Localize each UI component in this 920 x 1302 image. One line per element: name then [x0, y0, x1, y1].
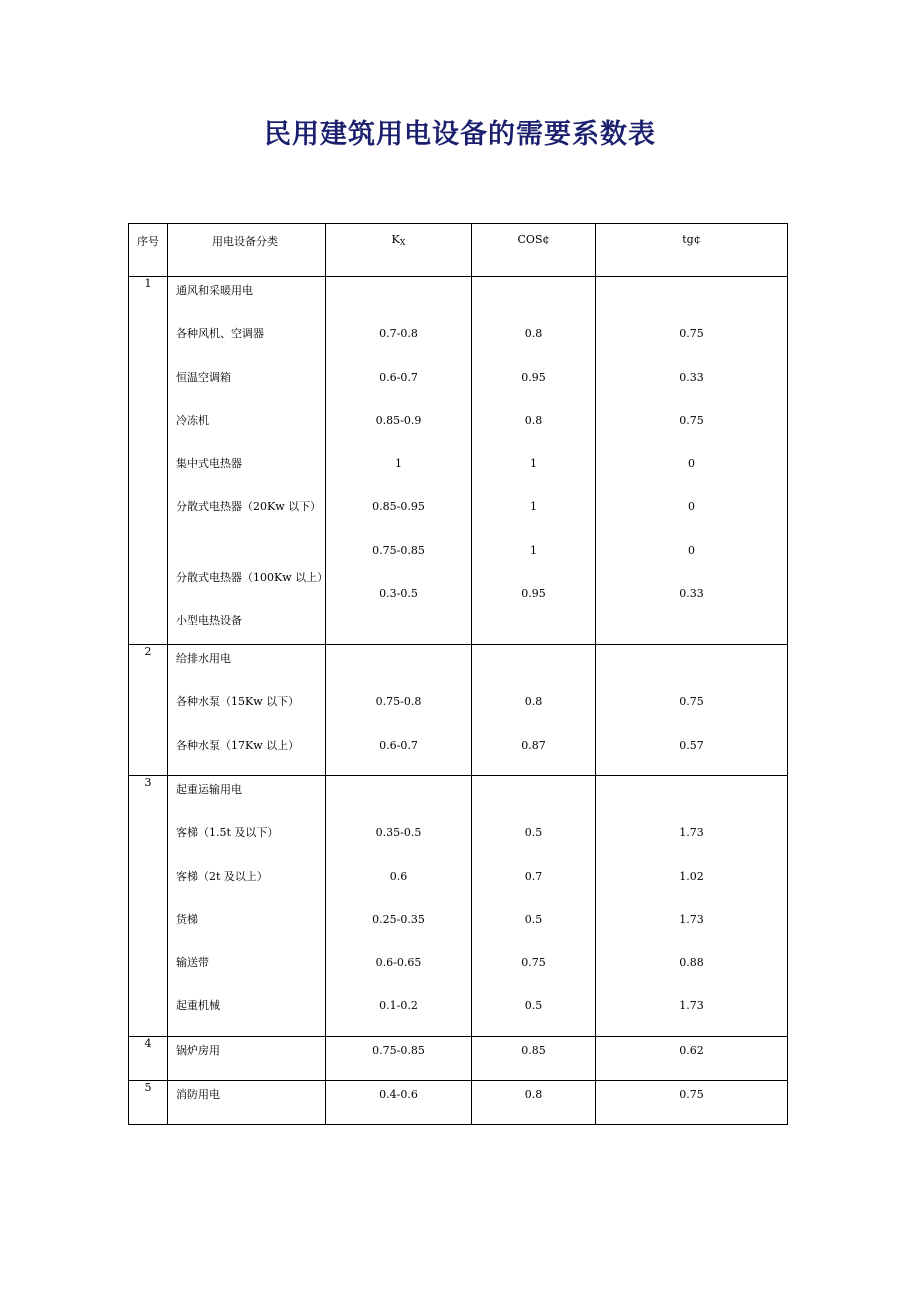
kx-value: 0.6 — [389, 869, 408, 883]
tg-value: 0 — [688, 500, 695, 514]
group-1-tg — [596, 277, 788, 645]
group-5-names — [168, 1081, 326, 1125]
cos-value: 0.85 — [521, 1043, 546, 1057]
table-row-group-3 — [129, 775, 788, 1036]
item-name: 起重机械 — [176, 999, 220, 1013]
item-name: 分散式电热器（100Kw 以上） — [176, 570, 329, 584]
kx-value: 0.25-0.35 — [372, 912, 425, 926]
header-equipment-category: 用电设备分类 — [168, 224, 326, 277]
kx-value: 0.85-0.9 — [375, 413, 422, 427]
cos-value: 0.87 — [521, 738, 546, 752]
tg-value: 0.62 — [679, 1043, 704, 1057]
cos-value: 0.7 — [524, 869, 543, 883]
table-row-group-1 — [129, 277, 788, 645]
header-cos: COS¢ — [472, 224, 596, 277]
cos-value: 1 — [530, 457, 537, 471]
group-5-kx — [326, 1081, 472, 1125]
cos-value: 0.95 — [521, 587, 546, 601]
kx-value: 0.75-0.85 — [372, 543, 425, 557]
group-4-cos — [472, 1036, 596, 1080]
group-1-heading: 通风和采暖用电 — [176, 284, 253, 297]
group-4-kx — [326, 1036, 472, 1080]
tg-value: 0 — [688, 543, 695, 557]
group-2-heading: 给排水用电 — [176, 652, 231, 666]
kx-value: 0.3-0.5 — [379, 587, 418, 601]
cos-value: 0.8 — [524, 327, 543, 341]
cos-value: 0.8 — [524, 413, 543, 427]
tg-value: 0.75 — [679, 413, 704, 427]
group-2-no: 2 — [129, 645, 168, 776]
cos-value: 1 — [530, 543, 537, 557]
cos-value: 0.5 — [524, 999, 543, 1013]
kx-value: 0.4-0.6 — [379, 1088, 418, 1102]
table-row-group-2 — [129, 645, 788, 776]
group-4-heading: 锅炉房用 — [176, 1043, 220, 1057]
table-row-group-4 — [129, 1036, 788, 1080]
tg-value: 0 — [688, 457, 695, 471]
table-header-row — [129, 224, 788, 277]
item-name: 恒温空调箱 — [176, 370, 231, 384]
group-5-tg — [596, 1081, 788, 1125]
kx-value: 0.6-0.65 — [375, 956, 422, 970]
item-name: 分散式电热器（20Kw 以下） — [176, 500, 322, 514]
group-5-no: 5 — [129, 1081, 168, 1125]
group-4-names — [168, 1036, 326, 1080]
group-2-tg — [596, 645, 788, 776]
cos-value: 0.75 — [521, 956, 546, 970]
item-name: 冷冻机 — [176, 413, 209, 427]
tg-value: 1.02 — [679, 869, 704, 883]
kx-value: 0.1-0.2 — [379, 999, 418, 1013]
kx-value: 0.75-0.85 — [372, 1043, 425, 1057]
item-name: 各种风机、空调器 — [176, 327, 264, 341]
demand-coefficient-table — [128, 223, 788, 1125]
group-3-kx — [326, 775, 472, 1036]
header-kx — [326, 224, 472, 277]
kx-value: 0.85-0.95 — [372, 500, 425, 514]
item-name: 客梯（1.5t 及以下） — [176, 826, 279, 840]
kx-value: 0.7-0.8 — [379, 327, 418, 341]
group-3-cos — [472, 775, 596, 1036]
group-1-kx — [326, 277, 472, 645]
group-1-cos — [472, 277, 596, 645]
cos-value: 1 — [530, 500, 537, 514]
item-name: 小型电热设备 — [176, 614, 242, 628]
item-name: 输送带 — [176, 956, 209, 970]
group-1-names — [168, 277, 329, 645]
tg-value: 0.75 — [679, 1088, 704, 1102]
header-kx-main: K — [391, 233, 400, 246]
group-5-heading: 消防用电 — [176, 1088, 220, 1102]
tg-value: 0.88 — [679, 956, 704, 970]
table-row-group-5 — [129, 1081, 788, 1125]
item-name: 货梯 — [176, 912, 198, 926]
tg-value: 0.57 — [679, 738, 704, 752]
tg-value: 0.33 — [679, 370, 704, 384]
document-title: 民用建筑用电设备的需要系数表 — [264, 119, 656, 150]
kx-value: 1 — [395, 457, 402, 471]
tg-value: 1.73 — [679, 912, 704, 926]
item-name: 各种水泵（17Kw 以上） — [176, 738, 300, 752]
kx-value: 0.75-0.8 — [375, 695, 422, 709]
tg-value: 1.73 — [679, 999, 704, 1013]
group-2-names — [168, 645, 326, 776]
cos-value: 0.8 — [524, 1088, 543, 1102]
header-no: 序号 — [129, 224, 168, 277]
header-tg: tg¢ — [596, 224, 788, 277]
item-name: 各种水泵（15Kw 以下） — [176, 695, 300, 709]
cos-value: 0.5 — [524, 912, 543, 926]
cos-value: 0.95 — [521, 370, 546, 384]
tg-value: 0.75 — [679, 695, 704, 709]
group-3-tg — [596, 775, 788, 1036]
kx-value: 0.6-0.7 — [379, 370, 418, 384]
kx-value: 0.35-0.5 — [375, 826, 422, 840]
header-kx-subscript: X — [399, 238, 406, 247]
group-1-no: 1 — [129, 277, 168, 645]
cos-value: 0.8 — [524, 695, 543, 709]
group-4-no: 4 — [129, 1036, 168, 1080]
group-3-heading: 起重运输用电 — [176, 782, 242, 796]
cos-value: 0.5 — [524, 826, 543, 840]
item-name: 客梯（2t 及以上） — [176, 869, 268, 883]
tg-value: 0.33 — [679, 587, 704, 601]
tg-value: 1.73 — [679, 826, 704, 840]
group-3-names — [168, 775, 326, 1036]
group-5-cos — [472, 1081, 596, 1125]
group-2-kx — [326, 645, 472, 776]
item-name: 集中式电热器 — [176, 457, 242, 471]
group-2-cos — [472, 645, 596, 776]
group-3-no: 3 — [129, 775, 168, 1036]
tg-value: 0.75 — [679, 327, 704, 341]
kx-value: 0.6-0.7 — [379, 738, 418, 752]
group-4-tg — [596, 1036, 788, 1080]
